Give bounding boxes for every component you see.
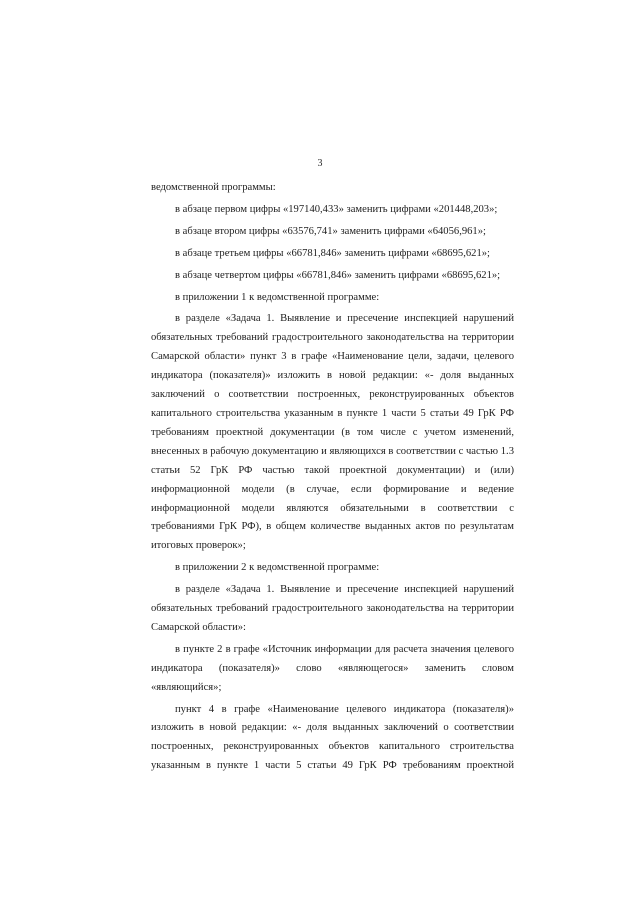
document-body <box>151 179 514 776</box>
paragraph-program-heading: ведомственной программы: <box>151 182 276 193</box>
paragraph-second-amount: в абзаце втором цифры «63576,741» заменить цифрами «64056,961»; <box>175 225 486 237</box>
page-number: 3 <box>317 158 323 169</box>
paragraph-appendix-2: в приложении 2 к ведомственной программе: <box>175 562 380 574</box>
paragraph-fourth-amount: в абзаце четвертом цифры «66781,846» заменить цифрами «68695,621»; <box>175 269 501 281</box>
paragraph-task-1-indicator: в разделе «Задача 1. Выявление и пресечение инспекцией нарушений обязательных требований градостроительного законодательства на территории Самарской области» пункт 3 в графе «Наименование цели, задачи, целевого индикатора (показателя)» изложить в новой редакции: «- доля выданных заключений о соответствии построенных, реконструированных объектов капитального строительства указанным в пункте 1 части 5 статьи 49 ГрК РФ требованиям проектной документации (в том числе с учетом изменений, внесенных в рабочую документацию и являющихся в соответствии с частью 1.3 статьи 52 ГрК РФ частью такой проектной документации) и (или) информационной модели (в случае, если формирование и ведение информационной модели являются обязательными в соответствии с требованиями ГрК РФ), в общем количестве выданных актов по результатам итоговых проверок»; <box>151 313 514 552</box>
paragraph-task-1-section: в разделе «Задача 1. Выявление и пресечение инспекцией нарушений обязательных требований градостроительного законодательства на территории Самарской области»: <box>151 584 514 633</box>
paragraph-appendix-1: в приложении 1 к ведомственной программе: <box>175 291 380 303</box>
paragraph-third-amount: в абзаце третьем цифры «66781,846» заменить цифрами «68695,621»; <box>175 247 490 259</box>
paragraph-point-4: пункт 4 в графе «Наименование целевого индикатора (показателя)» изложить в новой редакции: «- доля выданных заключений о соответствии построенных, реконструированных объектов капитального строительства указанным в пункте 1 части 5 статьи 49 ГрК РФ требованиям проектной <box>151 703 514 772</box>
paragraph-point-2: в пункте 2 в графе «Источник информации для расчета значения целевого индикатора (показателя)» слово «являющегося» заменить словом «являющийся»; <box>151 643 514 693</box>
paragraph-first-amount: в абзаце первом цифры «197140,433» заменить цифрами «201448,203»; <box>175 203 498 215</box>
